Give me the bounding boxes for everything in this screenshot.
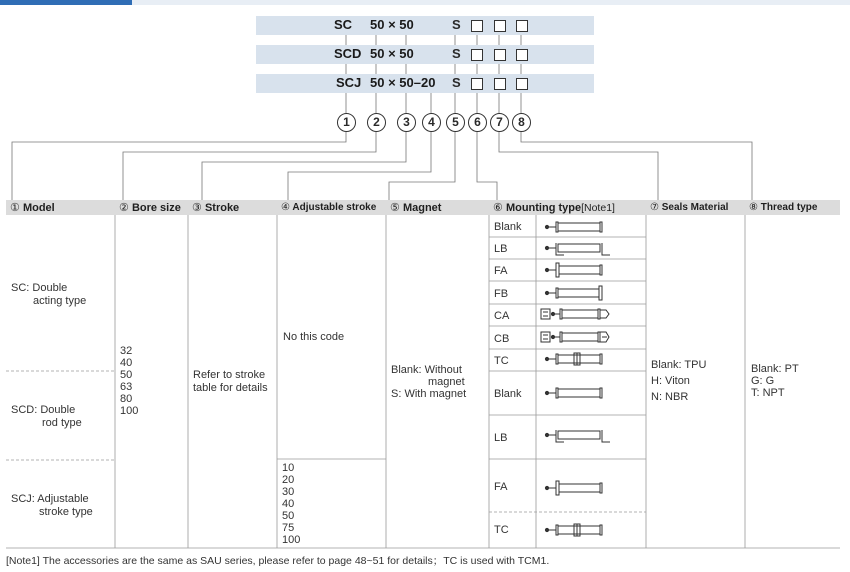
mounting-code: LB bbox=[494, 243, 508, 255]
header-adjustable-stroke: ④ Adjustable stroke bbox=[281, 202, 377, 213]
callout-1: 1 bbox=[337, 113, 356, 132]
adjustable-value: 100 bbox=[282, 534, 301, 546]
magnet-blank: Blank: Without bbox=[391, 364, 462, 376]
model-sc-line2: acting type bbox=[33, 295, 87, 307]
code-scd-magnet: S bbox=[452, 46, 461, 61]
stroke-line1: Refer to stroke bbox=[193, 369, 266, 381]
seal-viton: H: Viton bbox=[651, 375, 690, 387]
callout-7: 7 bbox=[490, 113, 509, 132]
header-stroke: ③ Stroke bbox=[192, 202, 240, 214]
adjustable-value: 50 bbox=[282, 510, 295, 522]
cylinder-single-clevis-icon bbox=[540, 307, 612, 321]
magnet-blank-line2: magnet bbox=[428, 376, 465, 388]
seal-tpu: Blank: TPU bbox=[651, 359, 707, 371]
cylinder-double-clevis-icon bbox=[540, 330, 612, 344]
cylinder-front-flange-icon bbox=[542, 480, 604, 496]
code-scd: SCD bbox=[334, 46, 362, 61]
header-bore-size: ② Bore size bbox=[119, 202, 181, 214]
model-scd-line1: SCD: Double bbox=[11, 404, 76, 416]
bore-size-32: 32 bbox=[120, 345, 133, 357]
adjustable-value: 20 bbox=[282, 474, 295, 486]
code-scj-size: 50 × 50–20 bbox=[370, 75, 436, 90]
header-thread-type: ⑧ Thread type bbox=[749, 202, 818, 213]
mounting-code: FA bbox=[494, 481, 508, 493]
code-sc-size: 50 × 50 bbox=[370, 17, 414, 32]
mounting-code: TC bbox=[494, 524, 509, 536]
stroke-line2: table for details bbox=[193, 382, 268, 394]
header-magnet: ⑤ Magnet bbox=[390, 202, 442, 214]
adjustable-no-code: No this code bbox=[283, 331, 345, 343]
header-mounting-type: ⑥ Mounting type[Note1] bbox=[493, 202, 615, 214]
code-scj-magnet: S bbox=[452, 75, 461, 90]
mounting-code: FB bbox=[494, 288, 509, 300]
bore-size-40: 40 bbox=[120, 357, 133, 369]
thread-g: G: G bbox=[751, 375, 775, 387]
adjustable-value: 10 bbox=[282, 462, 295, 474]
cylinder-foot-mount-icon bbox=[542, 428, 612, 444]
mounting-code: FA bbox=[494, 265, 508, 277]
callout-3: 3 bbox=[397, 113, 416, 132]
mounting-code: CA bbox=[494, 310, 510, 322]
footnote: [Note1] The accessories are the same as SAU series, please refer to page 48~51 for details；TC is used with TCM1. bbox=[6, 555, 550, 567]
cylinder-trunnion-icon bbox=[542, 523, 604, 537]
adjustable-value: 75 bbox=[282, 522, 295, 534]
callout-6: 6 bbox=[468, 113, 487, 132]
seal-nbr: N: NBR bbox=[651, 391, 689, 403]
thread-npt: T: NPT bbox=[751, 387, 785, 399]
cylinder-trunnion-icon bbox=[542, 352, 604, 366]
callout-2: 2 bbox=[367, 113, 386, 132]
code-scj: SCJ bbox=[336, 75, 362, 90]
magnet-s: S: With magnet bbox=[391, 388, 467, 400]
mounting-code: LB bbox=[494, 432, 508, 444]
cylinder-rear-flange-icon bbox=[542, 285, 604, 301]
cylinder-basic-icon bbox=[542, 386, 604, 400]
callout-4: 4 bbox=[422, 113, 441, 132]
cylinder-basic-icon bbox=[542, 220, 604, 234]
model-sc-line1: SC: Double bbox=[11, 282, 68, 294]
thread-pt: Blank: PT bbox=[751, 363, 799, 375]
mounting-code: CB bbox=[494, 333, 510, 345]
callout-8: 8 bbox=[512, 113, 531, 132]
code-sc-magnet: S bbox=[452, 17, 461, 32]
mounting-code: Blank bbox=[494, 388, 522, 400]
model-scj-line1: SCJ: Adjustable bbox=[11, 493, 89, 505]
adjustable-value: 40 bbox=[282, 498, 295, 510]
mounting-code: Blank bbox=[494, 221, 522, 233]
callout-5: 5 bbox=[446, 113, 465, 132]
bore-size-100: 100 bbox=[120, 405, 139, 417]
code-sc: SC bbox=[334, 17, 353, 32]
model-scj-line2: stroke type bbox=[39, 506, 93, 518]
bore-size-63: 63 bbox=[120, 381, 133, 393]
code-scd-size: 50 × 50 bbox=[370, 46, 414, 61]
cylinder-foot-mount-icon bbox=[542, 241, 612, 257]
bore-size-50: 50 bbox=[120, 369, 133, 381]
bore-size-80: 80 bbox=[120, 393, 133, 405]
header-model: ① Model bbox=[10, 202, 55, 214]
header-seals-material: ⑦ Seals Material bbox=[650, 202, 729, 213]
mounting-code: TC bbox=[494, 355, 509, 367]
model-scd-line2: rod type bbox=[42, 417, 82, 429]
cylinder-front-flange-icon bbox=[542, 262, 604, 278]
adjustable-value: 30 bbox=[282, 486, 295, 498]
